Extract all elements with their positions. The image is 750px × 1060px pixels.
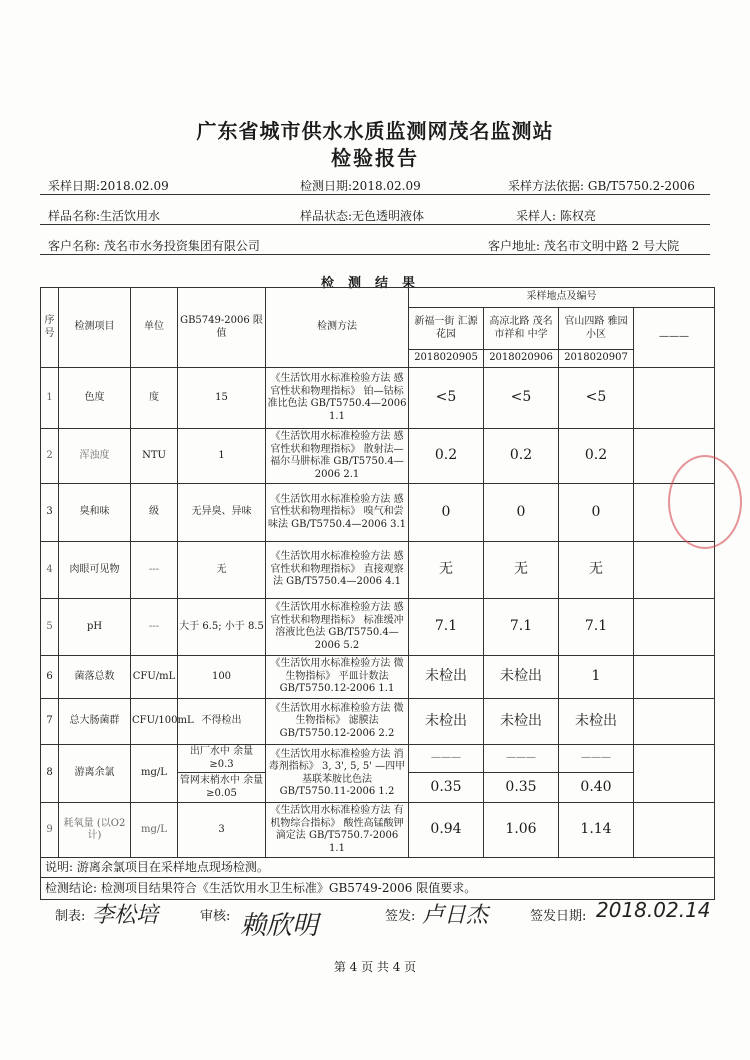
row-method: 《生活饮用水标准检验方法 有机物综合指标》 酸性高锰酸钾滴定法 GB/T5750.7-2006 1.1 xyxy=(266,803,409,858)
row-value: 0.35 xyxy=(484,773,559,803)
site-name: 高凉北路 茂名市祥和 中学 xyxy=(484,308,559,350)
row-item: 臭和味 xyxy=(59,484,131,542)
row-method: 《生活饮用水标准检验方法 感官性状和物理指标》 嗅气和尝味法 GB/T5750.4—2006 3.1 xyxy=(266,484,409,542)
divider xyxy=(40,254,710,255)
site-code: 2018020907 xyxy=(559,350,634,368)
report-title: 检验报告 xyxy=(331,146,419,170)
official-seal xyxy=(668,455,742,549)
header-method: 检测方法 xyxy=(266,288,409,368)
sampling-method: 采样方法依据: GB/T5750.2-2006 xyxy=(508,179,695,193)
results-title: 检测结果 xyxy=(320,276,429,291)
sampler: 采样人: 陈权亮 xyxy=(516,209,596,223)
row-item: 总大肠菌群 xyxy=(59,699,131,745)
issue-date-label: 签发日期: xyxy=(530,909,587,924)
row-empty xyxy=(634,699,715,745)
row-unit: 级 xyxy=(131,484,178,542)
table-row xyxy=(41,599,715,656)
reviewed-signature: 赖欣明 xyxy=(240,911,319,941)
row-value: 1.06 xyxy=(484,803,559,858)
table-row xyxy=(41,429,715,484)
prepared-label: 制表: xyxy=(55,909,86,924)
row-unit: mg/L xyxy=(131,745,178,803)
row-value: 7.1 xyxy=(559,599,634,656)
row-seq: 7 xyxy=(41,699,59,745)
row-value: <5 xyxy=(409,368,484,429)
row-value: 未检出 xyxy=(559,699,634,745)
row-value: 1 xyxy=(559,656,634,699)
row-value: 1.14 xyxy=(559,803,634,858)
site-code: 2018020906 xyxy=(484,350,559,368)
row-value: 7.1 xyxy=(409,599,484,656)
row-seq: 9 xyxy=(41,803,59,858)
row-value: 7.1 xyxy=(484,599,559,656)
row-method: 《生活饮用水标准检验方法 感官性状和物理指标》 标准缓冲溶液比色法 GB/T5750.4—2006 5.2 xyxy=(266,599,409,656)
header-unit: 单位 xyxy=(131,288,178,368)
row-item: 色度 xyxy=(59,368,131,429)
row-method: 《生活饮用水标准检验方法 感官性状和物理指标》 散射法—福尔马肼标准 GB/T5750.4—2006 2.1 xyxy=(266,429,409,484)
table-row xyxy=(41,745,715,773)
row-limit: 100 xyxy=(178,656,266,699)
row-limit: 1 xyxy=(178,429,266,484)
row-limit: 3 xyxy=(178,803,266,858)
row-limit-b: 管网末梢水中 余量≥0.05 xyxy=(178,773,266,803)
issued-label: 签发: xyxy=(385,909,416,924)
row-value-a: ——— xyxy=(484,745,559,773)
table-row xyxy=(41,699,715,745)
row-seq: 8 xyxy=(41,745,59,803)
row-value: 未检出 xyxy=(484,699,559,745)
row-value: 0.2 xyxy=(484,429,559,484)
station-title: 广东省城市供水水质监测网茂名监测站 xyxy=(196,119,554,143)
row-value: 未检出 xyxy=(409,699,484,745)
issued-signature: 卢日杰 xyxy=(422,903,489,928)
conclusion: 检测结论: 检测项目结果符合《生活饮用水卫生标准》GB5749-2006 限值要求。 xyxy=(41,878,715,900)
row-value: 0 xyxy=(484,484,559,542)
row-value: 0.94 xyxy=(409,803,484,858)
site-name: ——— xyxy=(634,308,715,368)
row-seq: 5 xyxy=(41,599,59,656)
client-name: 客户名称: 茂名市水务投资集团有限公司 xyxy=(48,239,260,253)
row-unit: --- xyxy=(131,542,178,599)
row-limit: 无 xyxy=(178,542,266,599)
row-empty xyxy=(634,803,715,858)
row-item: 浑浊度 xyxy=(59,429,131,484)
row-value: 0 xyxy=(559,484,634,542)
test-date: 检测日期:2018.02.09 xyxy=(300,179,421,193)
results-table xyxy=(40,287,715,900)
reviewed-label: 审核: xyxy=(200,909,231,924)
note: 说明: 游离余氯项目在采样地点现场检测。 xyxy=(41,858,715,878)
row-value: 0.2 xyxy=(409,429,484,484)
sampling-date: 采样日期:2018.02.09 xyxy=(48,179,169,193)
row-seq: 3 xyxy=(41,484,59,542)
row-empty xyxy=(634,542,715,599)
row-value: <5 xyxy=(559,368,634,429)
row-value: 无 xyxy=(559,542,634,599)
row-empty xyxy=(634,745,715,803)
header-item: 检测项目 xyxy=(59,288,131,368)
row-value: 0.40 xyxy=(559,773,634,803)
row-empty xyxy=(634,368,715,429)
row-unit: CFU/100mL xyxy=(131,699,178,745)
row-limit-a: 出厂水中 余量≥0.3 xyxy=(178,745,266,773)
prepared-signature: 李松培 xyxy=(92,903,159,928)
table-row xyxy=(41,484,715,542)
row-limit: 15 xyxy=(178,368,266,429)
row-value: 0.35 xyxy=(409,773,484,803)
client-address: 客户地址: 茂名市文明中路 2 号大院 xyxy=(488,239,680,253)
row-unit: NTU xyxy=(131,429,178,484)
row-item: 肉眼可见物 xyxy=(59,542,131,599)
row-method: 《生活饮用水标准检验方法 感官性状和物理指标》 铂—钴标准比色法 GB/T5750.4—2006 1.1 xyxy=(266,368,409,429)
row-item: 耗氧量 (以O2计) xyxy=(59,803,131,858)
site-name: 官山四路 雅园小区 xyxy=(559,308,634,350)
row-seq: 1 xyxy=(41,368,59,429)
row-value: 无 xyxy=(484,542,559,599)
row-value: 0 xyxy=(409,484,484,542)
row-limit: 无异臭、异味 xyxy=(178,484,266,542)
row-unit: 度 xyxy=(131,368,178,429)
row-unit: CFU/mL xyxy=(131,656,178,699)
table-row xyxy=(41,656,715,699)
row-method: 《生活饮用水标准检验方法 感官性状和物理指标》 直接观察法 GB/T5750.4—2006 4.1 xyxy=(266,542,409,599)
sample-name: 样品名称:生活饮用水 xyxy=(48,209,161,223)
row-value: 0.2 xyxy=(559,429,634,484)
row-method: 《生活饮用水标准检验方法 微生物指标》 滤膜法 GB/T5750.12-2006 2.2 xyxy=(266,699,409,745)
table-row xyxy=(41,368,715,429)
row-empty xyxy=(634,656,715,699)
divider xyxy=(40,224,710,225)
row-item: 菌落总数 xyxy=(59,656,131,699)
row-value: <5 xyxy=(484,368,559,429)
header-sites: 采样地点及编号 xyxy=(409,288,715,308)
issue-date: 2018.02.14 xyxy=(596,898,711,922)
site-name: 新福一街 汇源花园 xyxy=(409,308,484,350)
table-row xyxy=(41,542,715,599)
row-limit: 大于 6.5; 小于 8.5 xyxy=(178,599,266,656)
header-limit: GB5749-2006 限值 xyxy=(178,288,266,368)
row-method: 《生活饮用水标准检验方法 微生物指标》 平皿计数法 GB/T5750.12-2006 1.1 xyxy=(266,656,409,699)
row-value-a: ——— xyxy=(559,745,634,773)
row-value: 无 xyxy=(409,542,484,599)
row-item: pH xyxy=(59,599,131,656)
row-seq: 4 xyxy=(41,542,59,599)
table-row xyxy=(41,803,715,858)
row-limit: 不得检出 xyxy=(178,699,266,745)
page-number: 第 4 页 共 4 页 xyxy=(333,960,417,974)
row-unit: mg/L xyxy=(131,803,178,858)
row-value: 未检出 xyxy=(409,656,484,699)
row-seq: 2 xyxy=(41,429,59,484)
row-method: 《生活饮用水标准检验方法 消毒剂指标》 3, 3', 5, 5' —四甲基联苯胺比色法 GB/T5750.11-2006 1.2 xyxy=(266,745,409,803)
header-seq: 序号 xyxy=(41,288,59,368)
row-seq: 6 xyxy=(41,656,59,699)
sample-state: 样品状态:无色透明液体 xyxy=(300,209,425,223)
row-unit: --- xyxy=(131,599,178,656)
row-value-a: ——— xyxy=(409,745,484,773)
site-code: 2018020905 xyxy=(409,350,484,368)
row-item: 游离余氯 xyxy=(59,745,131,803)
divider xyxy=(40,194,710,195)
row-value: 未检出 xyxy=(484,656,559,699)
row-empty xyxy=(634,599,715,656)
